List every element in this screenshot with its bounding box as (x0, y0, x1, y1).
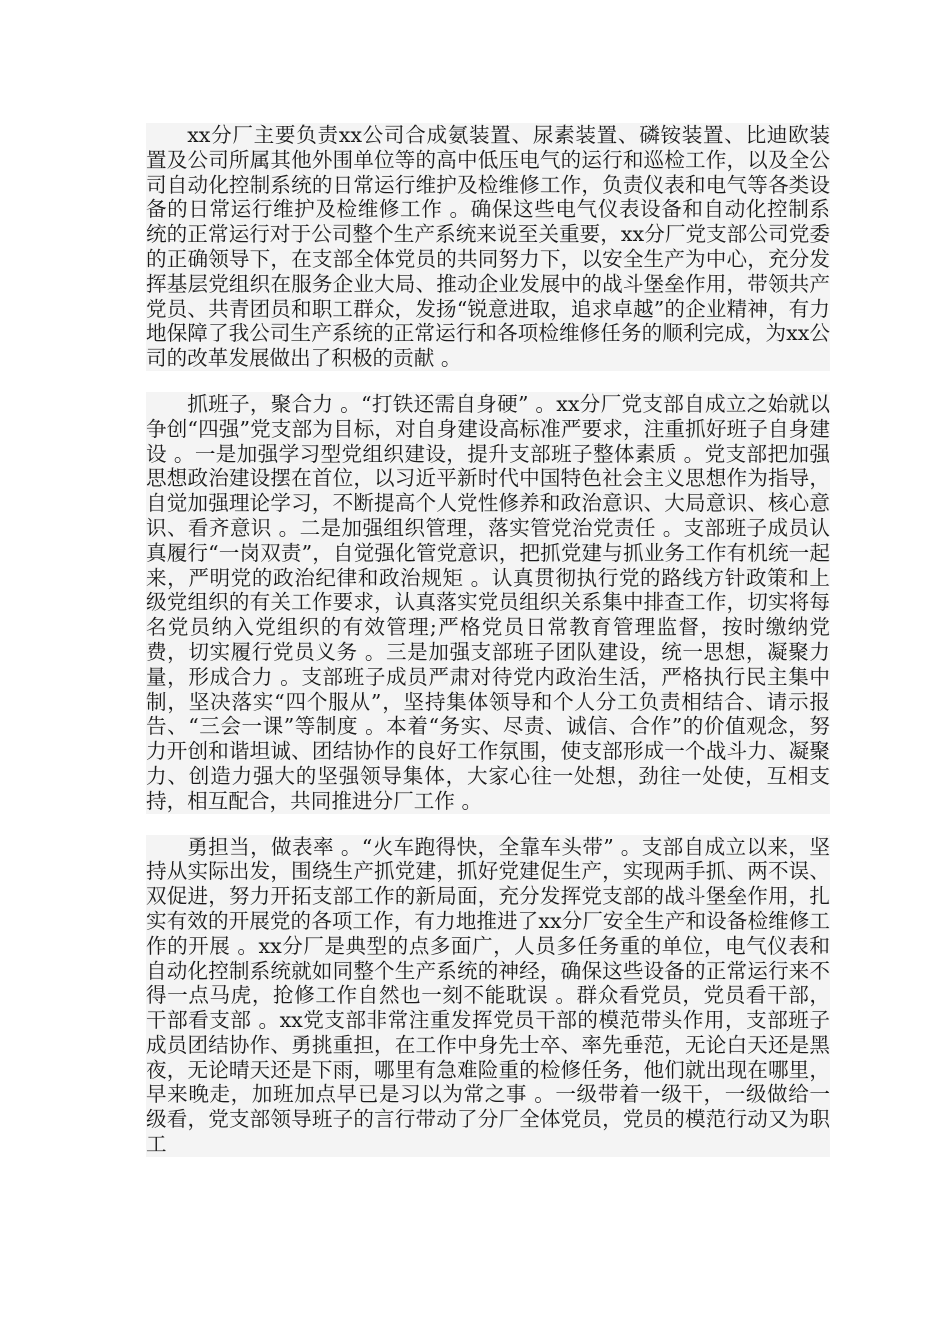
paragraph-intro: xx分厂主要负责xx公司合成氨装置、尿素装置、磷铵装置、比迪欧装置及公司所属其他外围单位等的高中低压电气的运行和巡检工作，以及全公司自动化控制系统的日常运行维护及检维修工作，负责仪表和电气等各类设备的日常运行维护及检维修工作 。确保这些电气仪表设备和自动化控制系统的正常运行对于公司整个生产系统来说至关重要，xx分厂党支部公司党委的正确领导下，在支部全体党员的共同努力下，以安全生产为中心，充分发挥基层党组织在服务企业大局、推动企业发展中的战斗堡垒作用，带领共产党员、共青团员和职工群众，发扬“锐意进取，追求卓越”的企业精神，有力地保障了我公司生产系统的正常运行和各项检维修任务的顺利完成，为xx公司的改革发展做出了积极的贡献 。 (146, 123, 830, 371)
document-body (146, 123, 830, 1157)
paragraph-take-responsibility: 勇担当，做表率 。“火车跑得快，全靠车头带” 。支部自成立以来，坚持从实际出发，围绕生产抓党建，抓好党建促生产，实现两手抓、两不误、双促进，努力开拓支部工作的新局面，充分发挥党支部的战斗堡垒作用，扎实有效的开展党的各项工作，有力地推进了xx分厂安全生产和设备检维修工作的开展 。xx分厂是典型的点多面广，人员多任务重的单位，电气仪表和自动化控制系统就如同整个生产系统的神经，确保这些设备的正常运行来不得一点马虎，抢修工作自然也一刻不能耽误 。群众看党员，党员看干部，干部看支部 。xx党支部非常注重发挥党员干部的模范带头作用，支部班子成员团结协作、勇挑重担，在工作中身先士卒、率先垂范，无论白天还是黑夜，无论晴天还是下雨，哪里有急难险重的检修任务，他们就出现在哪里，早来晚走，加班加点早已是习以为常之事 。一级带着一级干，一级做给一级看，党支部领导班子的言行带动了分厂全体党员，党员的模范行动又为职工 (146, 834, 830, 1157)
paragraph-team-building: 抓班子，聚合力 。“打铁还需自身硬” 。xx分厂党支部自成立之始就以争创“四强”党支部为目标，对自身建设高标准严要求，注重抓好班子自身建设 。一是加强学习型党组织建设，提升支部班子整体素质 。党支部把加强思想政治建设摆在首位，以习近平新时代中国特色社会主义思想作为指导，自觉加强理论学习，不断提高个人党性修养和政治意识、大局意识、核心意识、看齐意识 。二是加强组织管理，落实管党治党责任 。支部班子成员认真履行“一岗双责”，自觉强化管党意识，把抓党建与抓业务工作有机统一起来，严明党的政治纪律和政治规矩 。认真贯彻执行党的路线方针政策和上级党组织的有关工作要求，认真落实党员组织关系集中排查工作，切实将每名党员纳入党组织的有效管理;严格党员日常教育管理监督，按时缴纳党费，切实履行党员义务 。三是加强支部班子团队建设，统一思想，凝聚力量，形成合力 。支部班子成员严肃对待党内政治生活，严格执行民主集中制，坚决落实“四个服从”，坚持集体领导和个人分工负责相结合、请示报告、“三会一课”等制度 。本着“务实、尽责、诚信、合作”的价值观念，努力开创和谐坦诚、团结协作的良好工作氛围，使支部形成一个战斗力、凝聚力、创造力强大的坚强领导集体，大家心往一处想，劲往一处使，互相支持，相互配合，共同推进分厂工作 。 (146, 391, 830, 813)
